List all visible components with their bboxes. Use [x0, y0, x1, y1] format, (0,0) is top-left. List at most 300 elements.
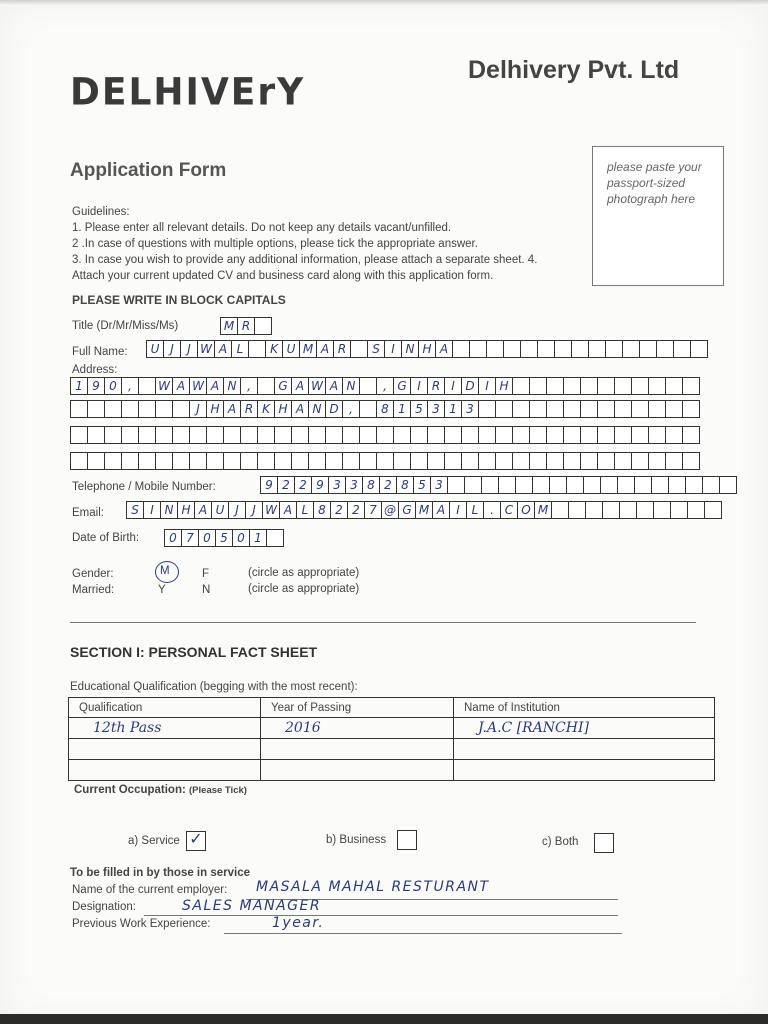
char-box[interactable] [537, 340, 555, 358]
char-box[interactable] [614, 377, 632, 395]
char-box[interactable]: 0 [198, 529, 216, 547]
char-box[interactable]: I [410, 377, 428, 395]
char-box[interactable]: J [163, 340, 181, 358]
email-field[interactable] [126, 501, 721, 519]
char-box[interactable]: G [393, 377, 411, 395]
char-box[interactable] [87, 426, 105, 444]
char-box[interactable] [498, 476, 516, 494]
table-cell[interactable] [69, 739, 261, 760]
char-box[interactable]: 7 [364, 501, 382, 519]
char-box[interactable]: 9 [260, 476, 278, 494]
char-box[interactable] [291, 452, 309, 470]
char-box[interactable]: 2 [347, 501, 365, 519]
char-box[interactable]: W [262, 501, 280, 519]
char-box[interactable]: S [367, 340, 385, 358]
char-box[interactable]: 2 [277, 476, 295, 494]
char-box[interactable] [257, 377, 275, 395]
char-box[interactable] [554, 340, 572, 358]
char-box[interactable] [342, 426, 360, 444]
char-box[interactable]: J [180, 340, 198, 358]
char-box[interactable]: A [291, 400, 309, 418]
address-line-2[interactable] [70, 400, 699, 418]
char-box[interactable] [104, 400, 122, 418]
table-cell[interactable] [261, 739, 454, 760]
char-box[interactable] [546, 452, 564, 470]
char-box[interactable] [359, 426, 377, 444]
char-box[interactable] [600, 476, 618, 494]
char-box[interactable] [155, 452, 173, 470]
char-box[interactable] [172, 400, 190, 418]
char-box[interactable] [172, 452, 190, 470]
char-box[interactable] [359, 377, 377, 395]
char-box[interactable]: , [240, 377, 258, 395]
occupation-hint: (Please Tick) [189, 785, 247, 796]
char-box[interactable]: 2 [379, 476, 397, 494]
char-box[interactable] [461, 452, 479, 470]
phone-field[interactable] [260, 476, 736, 494]
char-box[interactable]: W [155, 377, 173, 395]
char-box[interactable]: 8 [362, 476, 380, 494]
char-box[interactable] [634, 476, 652, 494]
delhivery-logo: DELHIVErY [70, 70, 306, 115]
char-box[interactable] [529, 400, 547, 418]
char-box[interactable]: N [223, 377, 241, 395]
char-box[interactable]: L [466, 501, 484, 519]
char-box[interactable] [619, 501, 637, 519]
designation-value[interactable]: SALES MANAGER [182, 898, 322, 914]
char-box[interactable]: 5 [410, 400, 428, 418]
char-box[interactable] [546, 426, 564, 444]
char-box[interactable] [138, 426, 156, 444]
char-box[interactable]: N [342, 377, 360, 395]
char-box[interactable] [597, 377, 615, 395]
char-box[interactable]: A [279, 501, 297, 519]
char-box[interactable] [685, 476, 703, 494]
char-box[interactable] [690, 340, 708, 358]
char-box[interactable]: M [220, 317, 238, 335]
char-box[interactable]: A [206, 377, 224, 395]
char-box[interactable]: A [316, 340, 334, 358]
char-box[interactable] [257, 452, 275, 470]
char-box[interactable] [444, 426, 462, 444]
gender-option-m[interactable]: M [160, 565, 170, 577]
char-box[interactable] [254, 317, 272, 335]
char-box[interactable] [503, 340, 521, 358]
char-box[interactable] [393, 452, 411, 470]
char-box[interactable] [376, 452, 394, 470]
char-box[interactable] [342, 452, 360, 470]
char-box[interactable] [648, 426, 666, 444]
char-box[interactable] [665, 426, 683, 444]
char-box[interactable] [648, 452, 666, 470]
table-cell[interactable] [454, 760, 715, 781]
char-box[interactable] [325, 452, 343, 470]
char-box[interactable] [631, 426, 649, 444]
char-box[interactable] [359, 400, 377, 418]
char-box[interactable]: I [478, 377, 496, 395]
char-box[interactable]: H [206, 400, 224, 418]
char-box[interactable]: A [223, 400, 241, 418]
char-box[interactable]: G [274, 377, 292, 395]
char-box[interactable] [702, 476, 720, 494]
char-box[interactable]: , [376, 377, 394, 395]
char-box[interactable]: . [483, 501, 501, 519]
char-box[interactable]: N [401, 340, 419, 358]
char-box[interactable] [639, 340, 657, 358]
address-line-1[interactable] [70, 377, 699, 395]
char-box[interactable] [665, 452, 683, 470]
char-box[interactable]: N [160, 501, 178, 519]
title-field[interactable] [220, 317, 271, 335]
char-box[interactable] [673, 340, 691, 358]
char-box[interactable] [70, 426, 88, 444]
char-box[interactable] [571, 340, 589, 358]
experience-value[interactable]: 1year. [272, 915, 325, 931]
char-box[interactable] [121, 426, 139, 444]
char-box[interactable] [87, 452, 105, 470]
married-label: Married: [72, 584, 115, 596]
char-box[interactable] [617, 476, 635, 494]
char-box[interactable]: H [495, 377, 513, 395]
table-cell[interactable]: 2016 [261, 718, 454, 739]
char-box[interactable] [670, 501, 688, 519]
char-box[interactable]: 5 [215, 529, 233, 547]
char-box[interactable] [583, 476, 601, 494]
char-box[interactable]: M [534, 501, 552, 519]
char-box[interactable] [687, 501, 705, 519]
guideline-line: 1. Please enter all relevant details. Do not keep any details vacant/unfilled. [72, 222, 452, 234]
char-box[interactable] [602, 501, 620, 519]
char-box[interactable] [563, 452, 581, 470]
char-box[interactable] [656, 340, 674, 358]
char-box[interactable]: A [172, 377, 190, 395]
married-option-n[interactable]: N [202, 584, 211, 596]
char-box[interactable] [291, 426, 309, 444]
char-box[interactable]: H [177, 501, 195, 519]
char-box[interactable] [138, 452, 156, 470]
char-box[interactable]: I [444, 377, 462, 395]
char-box[interactable] [529, 377, 547, 395]
char-box[interactable] [240, 426, 258, 444]
char-box[interactable] [495, 400, 513, 418]
char-box[interactable] [563, 400, 581, 418]
char-box[interactable] [274, 426, 292, 444]
char-box[interactable]: O [517, 501, 535, 519]
education-label: Educational Qualification (begging with the most recent): [70, 681, 358, 693]
both-checkbox[interactable] [594, 833, 614, 853]
char-box[interactable] [614, 400, 632, 418]
char-box[interactable]: R [333, 340, 351, 358]
char-box[interactable]: A [291, 377, 309, 395]
char-box[interactable] [350, 340, 368, 358]
char-box[interactable]: G [398, 501, 416, 519]
char-box[interactable] [138, 400, 156, 418]
char-box[interactable] [512, 426, 530, 444]
char-box[interactable] [121, 400, 139, 418]
char-box[interactable]: J [189, 400, 207, 418]
char-box[interactable]: H [274, 400, 292, 418]
char-box[interactable] [549, 476, 567, 494]
char-box[interactable] [376, 426, 394, 444]
char-box[interactable]: K [257, 400, 275, 418]
table-cell[interactable] [69, 760, 261, 781]
char-box[interactable] [614, 452, 632, 470]
char-box[interactable] [568, 501, 586, 519]
char-box[interactable]: , [121, 377, 139, 395]
char-box[interactable] [636, 501, 654, 519]
char-box[interactable]: I [384, 340, 402, 358]
guideline-line: 3. In case you wish to provide any additional information, please attach a separate sheet. 4. [72, 254, 538, 266]
char-box[interactable]: C [500, 501, 518, 519]
table-cell[interactable]: J.A.C [RANCHI] [454, 718, 715, 739]
char-box[interactable] [622, 340, 640, 358]
designation-line [144, 915, 618, 916]
char-box[interactable]: U [146, 340, 164, 358]
char-box[interactable]: W [308, 377, 326, 395]
char-box[interactable]: I [449, 501, 467, 519]
char-box[interactable]: M [415, 501, 433, 519]
char-box[interactable] [189, 452, 207, 470]
char-box[interactable]: 1 [249, 529, 267, 547]
char-box[interactable] [605, 340, 623, 358]
char-box[interactable] [104, 452, 122, 470]
char-box[interactable]: R [237, 317, 255, 335]
char-box[interactable] [469, 340, 487, 358]
char-box[interactable] [668, 476, 686, 494]
char-box[interactable] [223, 426, 241, 444]
char-box[interactable] [665, 400, 683, 418]
char-box[interactable] [359, 452, 377, 470]
char-box[interactable] [155, 400, 173, 418]
char-box[interactable] [464, 476, 482, 494]
char-box[interactable] [427, 426, 445, 444]
char-box[interactable] [682, 452, 700, 470]
char-box[interactable]: 8 [376, 400, 394, 418]
char-box[interactable]: A [214, 340, 232, 358]
char-box[interactable] [719, 476, 737, 494]
char-box[interactable] [682, 377, 700, 395]
char-box[interactable]: U [282, 340, 300, 358]
char-box[interactable]: W [189, 377, 207, 395]
char-box[interactable] [393, 426, 411, 444]
char-box[interactable] [597, 400, 615, 418]
phone-label: Telephone / Mobile Number: [72, 481, 216, 493]
char-box[interactable] [478, 400, 496, 418]
char-box[interactable] [546, 400, 564, 418]
char-box[interactable] [551, 501, 569, 519]
char-box[interactable]: 9 [87, 377, 105, 395]
address-line-4[interactable] [70, 452, 699, 470]
paper-edge-bottom [0, 1014, 768, 1024]
char-box[interactable] [452, 340, 470, 358]
char-box[interactable] [495, 452, 513, 470]
char-box[interactable] [529, 426, 547, 444]
char-box[interactable] [266, 529, 284, 547]
char-box[interactable] [444, 452, 462, 470]
char-box[interactable] [274, 452, 292, 470]
char-box[interactable] [631, 400, 649, 418]
char-box[interactable] [104, 426, 122, 444]
char-box[interactable]: A [325, 377, 343, 395]
table-cell[interactable]: 12th Pass [69, 718, 261, 739]
char-box[interactable] [563, 377, 581, 395]
char-box[interactable] [529, 452, 547, 470]
char-box[interactable]: S [126, 501, 144, 519]
char-box[interactable]: N [308, 400, 326, 418]
char-box[interactable] [70, 452, 88, 470]
char-box[interactable]: J [245, 501, 263, 519]
char-box[interactable] [520, 340, 538, 358]
char-box[interactable] [481, 476, 499, 494]
char-box[interactable] [410, 426, 428, 444]
char-box[interactable]: 0 [104, 377, 122, 395]
char-box[interactable]: R [240, 400, 258, 418]
char-box[interactable] [648, 377, 666, 395]
char-box[interactable] [588, 340, 606, 358]
char-box[interactable] [410, 452, 428, 470]
char-box[interactable] [189, 426, 207, 444]
char-box[interactable]: 0 [232, 529, 250, 547]
char-box[interactable] [597, 452, 615, 470]
char-box[interactable] [206, 452, 224, 470]
char-box[interactable] [121, 452, 139, 470]
char-box[interactable] [597, 426, 615, 444]
char-box[interactable]: 2 [294, 476, 312, 494]
char-box[interactable]: U [211, 501, 229, 519]
business-checkbox[interactable] [397, 830, 417, 850]
char-box[interactable] [651, 476, 669, 494]
char-box[interactable] [155, 426, 173, 444]
occupation-option-service: a) Service [128, 835, 180, 847]
char-box[interactable] [248, 340, 266, 358]
char-box[interactable] [682, 426, 700, 444]
char-box[interactable] [563, 426, 581, 444]
full-name-label: Full Name: [72, 346, 128, 358]
char-box[interactable] [447, 476, 465, 494]
char-box[interactable]: 3 [461, 400, 479, 418]
char-box[interactable] [461, 426, 479, 444]
char-box[interactable]: M [299, 340, 317, 358]
char-box[interactable]: 0 [164, 529, 182, 547]
char-box[interactable]: @ [381, 501, 399, 519]
char-box[interactable]: , [342, 400, 360, 418]
char-box[interactable]: R [427, 377, 445, 395]
service-heading: To be filled in by those in service [70, 867, 250, 879]
char-box[interactable] [631, 452, 649, 470]
char-box[interactable]: 2 [330, 501, 348, 519]
address-line-3[interactable] [70, 426, 699, 444]
occupation-label-text: Current Occupation: [74, 784, 186, 796]
char-box[interactable]: 1 [444, 400, 462, 418]
experience-line [224, 933, 622, 934]
char-box[interactable] [427, 452, 445, 470]
char-box[interactable]: L [296, 501, 314, 519]
char-box[interactable] [308, 452, 326, 470]
char-box[interactable] [653, 501, 671, 519]
char-box[interactable]: 3 [430, 476, 448, 494]
char-box[interactable] [704, 501, 722, 519]
char-box[interactable]: A [435, 340, 453, 358]
char-box[interactable] [240, 452, 258, 470]
dob-field[interactable] [164, 529, 283, 547]
char-box[interactable] [585, 501, 603, 519]
char-box[interactable] [580, 452, 598, 470]
char-box[interactable]: 1 [393, 400, 411, 418]
char-box[interactable] [138, 377, 156, 395]
char-box[interactable] [512, 377, 530, 395]
char-box[interactable]: 1 [70, 377, 88, 395]
char-box[interactable]: 5 [413, 476, 431, 494]
char-box[interactable] [580, 426, 598, 444]
service-checkbox[interactable] [186, 831, 206, 851]
char-box[interactable] [325, 426, 343, 444]
char-box[interactable]: 3 [328, 476, 346, 494]
char-box[interactable] [546, 377, 564, 395]
char-box[interactable] [682, 400, 700, 418]
char-box[interactable] [580, 400, 598, 418]
char-box[interactable] [512, 400, 530, 418]
married-option-y[interactable]: Y [158, 584, 166, 596]
char-box[interactable] [515, 476, 533, 494]
char-box[interactable]: L [231, 340, 249, 358]
employer-value[interactable]: MASALA MAHAL RESTURANT [256, 879, 490, 895]
char-box[interactable]: 7 [181, 529, 199, 547]
char-box[interactable] [532, 476, 550, 494]
char-box[interactable] [486, 340, 504, 358]
char-box[interactable]: K [265, 340, 283, 358]
char-box[interactable] [172, 426, 190, 444]
char-box[interactable] [665, 377, 683, 395]
char-box[interactable]: 8 [313, 501, 331, 519]
char-box[interactable] [206, 426, 224, 444]
char-box[interactable]: 3 [427, 400, 445, 418]
char-box[interactable] [580, 377, 598, 395]
char-box[interactable] [631, 377, 649, 395]
char-box[interactable]: D [461, 377, 479, 395]
table-cell[interactable] [454, 739, 715, 760]
full-name-field[interactable] [146, 340, 707, 358]
char-box[interactable] [87, 400, 105, 418]
char-box[interactable] [223, 452, 241, 470]
char-box[interactable]: A [194, 501, 212, 519]
char-box[interactable] [512, 452, 530, 470]
char-box[interactable] [495, 426, 513, 444]
char-box[interactable] [614, 426, 632, 444]
address-label: Address: [72, 364, 118, 376]
char-box[interactable] [648, 400, 666, 418]
char-box[interactable]: A [432, 501, 450, 519]
char-box[interactable]: W [197, 340, 215, 358]
designation-label: Designation: [72, 901, 136, 913]
char-box[interactable] [257, 426, 275, 444]
char-box[interactable]: 8 [396, 476, 414, 494]
char-box[interactable] [478, 452, 496, 470]
char-box[interactable]: 3 [345, 476, 363, 494]
char-box[interactable]: D [325, 400, 343, 418]
char-box[interactable]: I [143, 501, 161, 519]
char-box[interactable] [566, 476, 584, 494]
block-capitals-note: PLEASE WRITE IN BLOCK CAPITALS [72, 293, 286, 307]
char-box[interactable]: J [228, 501, 246, 519]
char-box[interactable] [70, 400, 88, 418]
table-cell[interactable] [261, 760, 454, 781]
char-box[interactable]: H [418, 340, 436, 358]
char-box[interactable] [478, 426, 496, 444]
char-box[interactable] [308, 426, 326, 444]
char-box[interactable]: 9 [311, 476, 329, 494]
title-label: Title (Dr/Mr/Miss/Ms) [72, 320, 179, 332]
gender-option-f[interactable]: F [202, 568, 210, 580]
